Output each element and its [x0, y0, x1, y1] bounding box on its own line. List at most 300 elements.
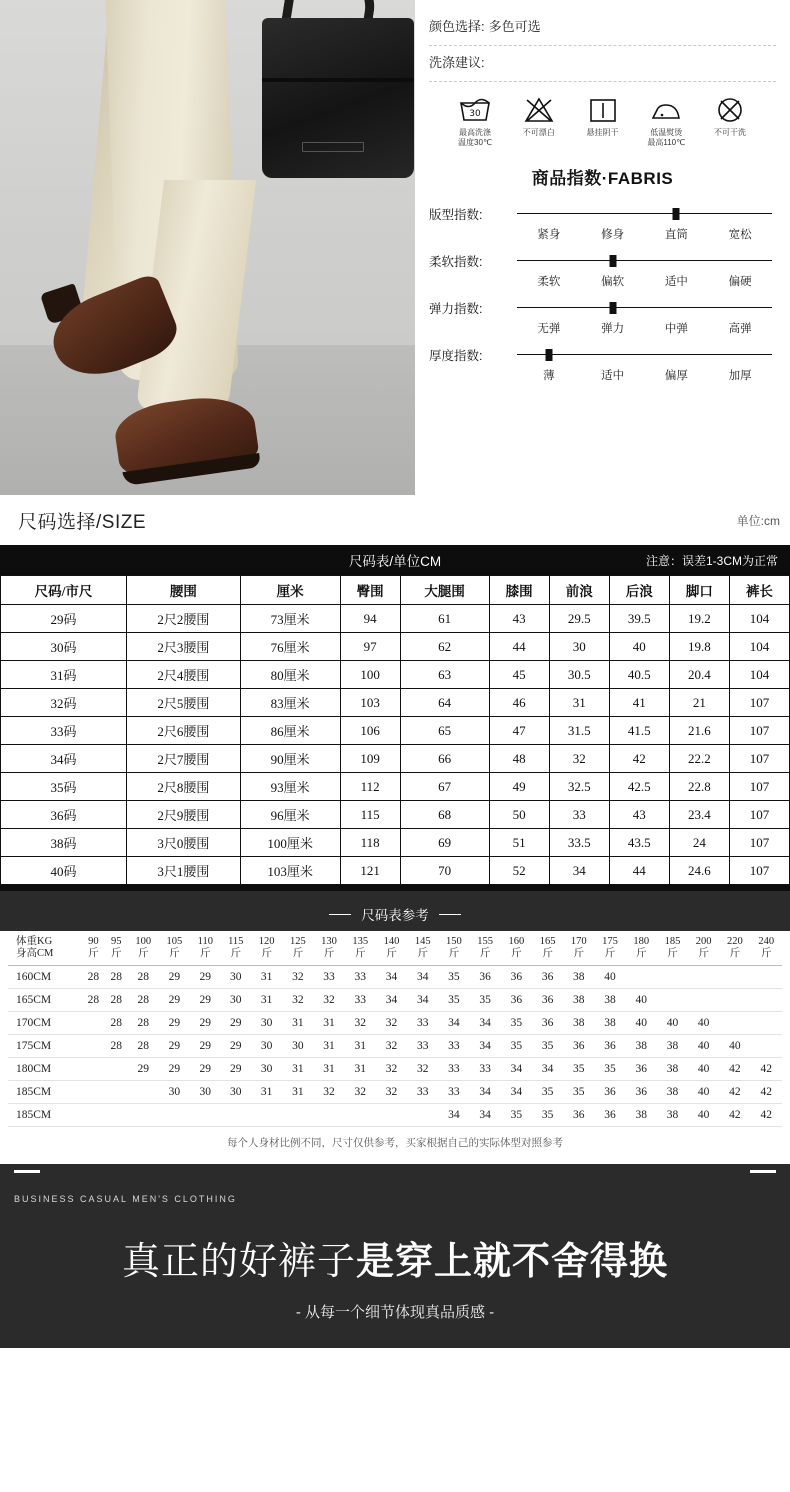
index-option: 紧身 [537, 229, 561, 241]
table-row [8, 966, 782, 989]
reference-cell: 29 [190, 966, 220, 989]
cell: 29码 [1, 605, 127, 633]
index-marker [609, 255, 616, 267]
size-table-title: 尺码表/单位CM [348, 554, 442, 569]
index-bar [517, 208, 772, 220]
reference-cell: 38 [657, 1035, 688, 1058]
table-row [8, 989, 782, 1012]
index-name: 版型指数: [429, 208, 483, 222]
cell: 104 [729, 661, 789, 689]
cell: 2尺7腰围 [127, 745, 241, 773]
reference-cell: 33 [345, 966, 376, 989]
reference-cell: 33 [313, 966, 344, 989]
reference-cell [751, 1035, 783, 1058]
reference-cell: 36 [594, 1104, 625, 1127]
cell: 24.6 [669, 857, 729, 885]
reference-cell [407, 1104, 438, 1127]
reference-cell: 32 [282, 966, 313, 989]
cell: 3尺0腰围 [127, 829, 241, 857]
reference-cell [688, 989, 719, 1012]
weight-header: 140 斤 [376, 931, 407, 966]
banner-headline-thin: 真正的好裤子 [121, 1241, 356, 1283]
reference-cell: 29 [190, 1012, 220, 1035]
reference-cell: 35 [532, 1104, 563, 1127]
line-dry-icon [586, 94, 620, 124]
cell: 103 [340, 689, 400, 717]
reference-cell: 30 [251, 1035, 282, 1058]
reference-cell: 34 [501, 1081, 532, 1104]
reference-cell: 36 [532, 1012, 563, 1035]
reference-cell: 35 [501, 1104, 532, 1127]
index-marker [545, 349, 552, 361]
reference-cell: 38 [657, 1104, 688, 1127]
cell: 21.6 [669, 717, 729, 745]
wash-icon-item [700, 94, 760, 148]
size-table-note: 注意：误差1-3CM为正常 [645, 553, 778, 568]
table-row [8, 1058, 782, 1081]
reference-cell: 32 [313, 989, 344, 1012]
cell: 107 [729, 717, 789, 745]
reference-cell: 29 [190, 1035, 220, 1058]
reference-cell: 36 [501, 966, 532, 989]
weight-header: 115 斤 [221, 931, 251, 966]
cell: 83厘米 [240, 689, 340, 717]
wash-label: 洗涤建议: [429, 55, 485, 70]
table-row [1, 773, 790, 801]
table-row [1, 717, 790, 745]
reference-cell: 40 [688, 1012, 719, 1035]
wash-row [429, 46, 776, 71]
cell: 107 [729, 829, 789, 857]
reference-cell: 40 [626, 1012, 657, 1035]
reference-header-row [8, 931, 782, 966]
weight-header: 200 斤 [688, 931, 719, 966]
table-row [1, 605, 790, 633]
cell: 3尺1腰围 [127, 857, 241, 885]
reference-cell: 28 [105, 1035, 128, 1058]
reference-cell: 32 [376, 1058, 407, 1081]
index-option: 偏硬 [728, 276, 752, 288]
reference-cell: 42 [719, 1081, 750, 1104]
reference-cell [719, 989, 750, 1012]
size-unit-label: 单位:cm [736, 513, 780, 528]
reference-cell: 29 [221, 1058, 251, 1081]
reference-cell: 34 [470, 1081, 501, 1104]
reference-footer-bar [0, 1164, 790, 1180]
cell: 73厘米 [240, 605, 340, 633]
cell: 100厘米 [240, 829, 340, 857]
reference-height-label: 185CM [8, 1104, 82, 1127]
reference-height-label: 185CM [8, 1081, 82, 1104]
reference-cell: 32 [407, 1058, 438, 1081]
cell: 23.4 [669, 801, 729, 829]
reference-cell: 34 [470, 1035, 501, 1058]
reference-cell [221, 1104, 251, 1127]
cell: 65 [400, 717, 489, 745]
no-bleach-icon [522, 94, 556, 124]
reference-cell: 38 [626, 1104, 657, 1127]
weight-header: 90 斤 [82, 931, 105, 966]
reference-cell: 36 [501, 989, 532, 1012]
reference-cell [751, 989, 783, 1012]
reference-cell: 30 [159, 1081, 190, 1104]
reference-cell: 42 [751, 1058, 783, 1081]
reference-cell [626, 966, 657, 989]
index-option: 偏厚 [664, 370, 688, 382]
cell: 104 [729, 633, 789, 661]
banner-subline: - 从每一个细节体现真品质感 - [295, 1304, 495, 1321]
weight-header: 130 斤 [313, 931, 344, 966]
cell: 30码 [1, 633, 127, 661]
size-section-title: 尺码选择/SIZE [18, 511, 147, 533]
cell: 2尺4腰围 [127, 661, 241, 689]
weight-header: 95 斤 [105, 931, 128, 966]
svg-text:30: 30 [469, 109, 481, 119]
reference-cell: 31 [282, 1081, 313, 1104]
reference-cell: 36 [594, 1035, 625, 1058]
iron-caption-1: 低温熨烫 [650, 128, 683, 137]
reference-cell [105, 1081, 128, 1104]
reference-cell [751, 966, 783, 989]
wash-30-icon [458, 94, 492, 124]
reference-cell [719, 1012, 750, 1035]
cell: 24 [669, 829, 729, 857]
cell: 2尺2腰围 [127, 605, 241, 633]
index-bar-line [517, 213, 772, 214]
reference-cell [657, 966, 688, 989]
reference-cell: 38 [657, 1058, 688, 1081]
cell: 41 [609, 689, 669, 717]
index-name: 弹力指数: [429, 302, 483, 316]
reference-cell: 35 [563, 1081, 594, 1104]
wash-icon-item [573, 94, 633, 148]
corner-label-line2: 身高CM [16, 948, 54, 959]
weight-header: 155 斤 [470, 931, 501, 966]
reference-cell [251, 1104, 282, 1127]
reference-cell: 36 [532, 989, 563, 1012]
cell: 107 [729, 745, 789, 773]
reference-cell: 33 [407, 1012, 438, 1035]
cell: 34 [549, 857, 609, 885]
reference-cell: 28 [82, 966, 105, 989]
reference-cell: 29 [128, 1058, 159, 1081]
size-table-header [0, 545, 790, 575]
reference-cell: 29 [190, 989, 220, 1012]
reference-cell [313, 1104, 344, 1127]
reference-table [8, 931, 782, 1127]
reference-cell [751, 1012, 783, 1035]
cell: 40码 [1, 857, 127, 885]
reference-cell: 28 [128, 989, 159, 1012]
cell: 22.8 [669, 773, 729, 801]
briefcase-logo [302, 142, 364, 152]
table-row [8, 1104, 782, 1127]
col-header: 前浪 [549, 576, 609, 605]
weight-header: 150 斤 [438, 931, 469, 966]
index-option: 中弹 [664, 323, 688, 335]
reference-cell: 35 [501, 1012, 532, 1035]
index-name: 柔软指数: [429, 255, 483, 269]
cell: 107 [729, 857, 789, 885]
index-option: 无弹 [537, 323, 561, 335]
reference-cell: 33 [407, 1035, 438, 1058]
cell: 21 [669, 689, 729, 717]
reference-cell [688, 966, 719, 989]
cell: 19.8 [669, 633, 729, 661]
reference-cell: 34 [438, 1012, 469, 1035]
reference-cell: 29 [221, 1012, 251, 1035]
cell: 107 [729, 689, 789, 717]
reference-cell [190, 1104, 220, 1127]
weight-header: 105 斤 [159, 931, 190, 966]
weight-header: 170 斤 [563, 931, 594, 966]
cell: 68 [400, 801, 489, 829]
reference-cell: 40 [688, 1081, 719, 1104]
reference-cell: 36 [563, 1104, 594, 1127]
cell: 2尺8腰围 [127, 773, 241, 801]
fabris-index-row [429, 252, 772, 289]
col-header: 裤长 [729, 576, 789, 605]
reference-cell: 31 [345, 1058, 376, 1081]
table-row [1, 801, 790, 829]
cell: 42 [609, 745, 669, 773]
table-row [1, 745, 790, 773]
reference-cell: 36 [532, 966, 563, 989]
index-option: 修身 [601, 229, 625, 241]
reference-corner-label [8, 931, 82, 966]
cell: 104 [729, 605, 789, 633]
cell: 43.5 [609, 829, 669, 857]
weight-header: 110 斤 [190, 931, 220, 966]
cell: 44 [489, 633, 549, 661]
reference-cell: 29 [159, 1012, 190, 1035]
footer-banner [0, 1180, 790, 1348]
cell: 76厘米 [240, 633, 340, 661]
reference-cell: 38 [594, 1012, 625, 1035]
reference-cell: 34 [438, 1104, 469, 1127]
cell: 2尺3腰围 [127, 633, 241, 661]
reference-cell: 32 [376, 1081, 407, 1104]
size-table-block [0, 545, 790, 891]
reference-height-label: 175CM [8, 1035, 82, 1058]
cell: 36码 [1, 801, 127, 829]
product-info-panel [415, 0, 790, 495]
reference-cell: 33 [438, 1058, 469, 1081]
col-header: 腰围 [127, 576, 241, 605]
index-option: 高弹 [728, 323, 752, 335]
reference-cell: 33 [438, 1081, 469, 1104]
weight-header: 185 斤 [657, 931, 688, 966]
col-header: 脚口 [669, 576, 729, 605]
reference-cell: 28 [128, 966, 159, 989]
cell: 41.5 [609, 717, 669, 745]
cell: 30.5 [549, 661, 609, 689]
cell: 107 [729, 773, 789, 801]
reference-cell [82, 1035, 105, 1058]
product-photo [0, 0, 415, 495]
wash-icon-item [509, 94, 569, 148]
cell: 107 [729, 801, 789, 829]
cell: 64 [400, 689, 489, 717]
reference-cell: 40 [626, 989, 657, 1012]
footer-dash-left [14, 1170, 40, 1173]
reference-table-block [0, 891, 790, 1180]
no-bleach-caption: 不可漂白 [522, 128, 555, 137]
index-option: 弹力 [601, 323, 625, 335]
cell: 2尺5腰围 [127, 689, 241, 717]
cell: 33 [549, 801, 609, 829]
reference-cell: 38 [563, 966, 594, 989]
reference-cell [82, 1012, 105, 1035]
table-row [1, 829, 790, 857]
cell: 32码 [1, 689, 127, 717]
reference-cell [82, 1104, 105, 1127]
reference-cell: 30 [221, 966, 251, 989]
reference-cell: 29 [159, 989, 190, 1012]
index-marker [609, 302, 616, 314]
index-bar-line [517, 260, 772, 261]
reference-cell: 34 [470, 1104, 501, 1127]
cell: 86厘米 [240, 717, 340, 745]
reference-cell [719, 966, 750, 989]
reference-cell: 36 [594, 1081, 625, 1104]
weight-header: 220 斤 [719, 931, 750, 966]
cell: 40.5 [609, 661, 669, 689]
wash-icons [429, 82, 776, 148]
fabris-index-row [429, 205, 772, 242]
reference-cell: 40 [719, 1035, 750, 1058]
reference-cell: 34 [407, 966, 438, 989]
reference-height-label: 180CM [8, 1058, 82, 1081]
weight-header: 180 斤 [626, 931, 657, 966]
reference-height-label: 170CM [8, 1012, 82, 1035]
reference-cell [82, 1058, 105, 1081]
reference-cell: 29 [159, 1035, 190, 1058]
iron-caption-2: 最高110℃ [647, 138, 686, 147]
top-section [0, 0, 790, 495]
reference-cell: 42 [751, 1104, 783, 1127]
reference-cell: 42 [719, 1058, 750, 1081]
reference-cell: 32 [376, 1012, 407, 1035]
reference-cell: 31 [251, 966, 282, 989]
reference-cell: 31 [313, 1058, 344, 1081]
col-header: 大腿围 [400, 576, 489, 605]
reference-cell: 32 [376, 1035, 407, 1058]
reference-cell: 32 [313, 1081, 344, 1104]
cell: 29.5 [549, 605, 609, 633]
table-row [1, 857, 790, 885]
reference-cell: 29 [159, 966, 190, 989]
cell: 20.4 [669, 661, 729, 689]
index-option: 宽松 [728, 229, 752, 241]
cell: 90厘米 [240, 745, 340, 773]
reference-cell: 40 [688, 1058, 719, 1081]
reference-table-body [0, 931, 790, 1164]
cell: 94 [340, 605, 400, 633]
reference-cell: 30 [221, 989, 251, 1012]
color-row [429, 10, 776, 35]
cell: 97 [340, 633, 400, 661]
col-header: 尺码/市尺 [1, 576, 127, 605]
reference-cell: 28 [128, 1012, 159, 1035]
index-name: 厚度指数: [429, 349, 483, 363]
cell: 34码 [1, 745, 127, 773]
fabris-title: 商品指数·FABRIS [531, 169, 674, 188]
index-bar [517, 302, 772, 314]
weight-header: 240 斤 [751, 931, 783, 966]
index-option: 偏软 [601, 276, 625, 288]
reference-cell: 32 [345, 1081, 376, 1104]
iron-110-icon [649, 94, 683, 124]
reference-cell: 34 [376, 966, 407, 989]
cell: 63 [400, 661, 489, 689]
reference-cell: 31 [251, 1081, 282, 1104]
reference-cell: 31 [313, 1035, 344, 1058]
reference-cell: 33 [407, 1081, 438, 1104]
weight-header: 145 斤 [407, 931, 438, 966]
reference-cell: 31 [345, 1035, 376, 1058]
reference-cell: 36 [563, 1035, 594, 1058]
cell: 2尺9腰围 [127, 801, 241, 829]
reference-cell: 29 [221, 1035, 251, 1058]
reference-cell: 30 [190, 1081, 220, 1104]
cell: 46 [489, 689, 549, 717]
reference-cell: 38 [563, 1012, 594, 1035]
reference-cell: 42 [719, 1104, 750, 1127]
wash-icon-item [636, 94, 696, 148]
reference-cell [128, 1104, 159, 1127]
reference-cell: 34 [407, 989, 438, 1012]
reference-cell: 36 [626, 1081, 657, 1104]
cell: 50 [489, 801, 549, 829]
cell: 2尺6腰围 [127, 717, 241, 745]
weight-header: 175 斤 [594, 931, 625, 966]
size-table-header-row [1, 576, 790, 605]
cell: 33.5 [549, 829, 609, 857]
color-label: 颜色选择: [429, 19, 485, 34]
table-row [8, 1012, 782, 1035]
cell: 32.5 [549, 773, 609, 801]
reference-cell: 29 [159, 1058, 190, 1081]
reference-cell: 31 [251, 989, 282, 1012]
reference-cell: 30 [221, 1081, 251, 1104]
reference-cell: 28 [105, 966, 128, 989]
reference-cell: 28 [105, 989, 128, 1012]
reference-cell: 40 [688, 1104, 719, 1127]
cell: 40 [609, 633, 669, 661]
reference-cell: 36 [626, 1058, 657, 1081]
col-header: 厘米 [240, 576, 340, 605]
cell: 30 [549, 633, 609, 661]
reference-cell: 35 [438, 966, 469, 989]
reference-height-label: 165CM [8, 989, 82, 1012]
reference-cell: 33 [345, 989, 376, 1012]
reference-cell: 33 [470, 1058, 501, 1081]
reference-cell: 30 [282, 1035, 313, 1058]
reference-title: 尺码表参考 [361, 908, 429, 923]
reference-cell: 40 [594, 966, 625, 989]
reference-cell: 38 [626, 1035, 657, 1058]
cell: 112 [340, 773, 400, 801]
cell: 70 [400, 857, 489, 885]
reference-cell: 38 [657, 1081, 688, 1104]
cell: 121 [340, 857, 400, 885]
reference-cell: 40 [688, 1035, 719, 1058]
reference-cell: 40 [657, 1012, 688, 1035]
banner-headline-bold: 是穿上就不舍得换 [356, 1241, 669, 1283]
reference-cell: 38 [563, 989, 594, 1012]
fabris-index-row [429, 346, 772, 383]
